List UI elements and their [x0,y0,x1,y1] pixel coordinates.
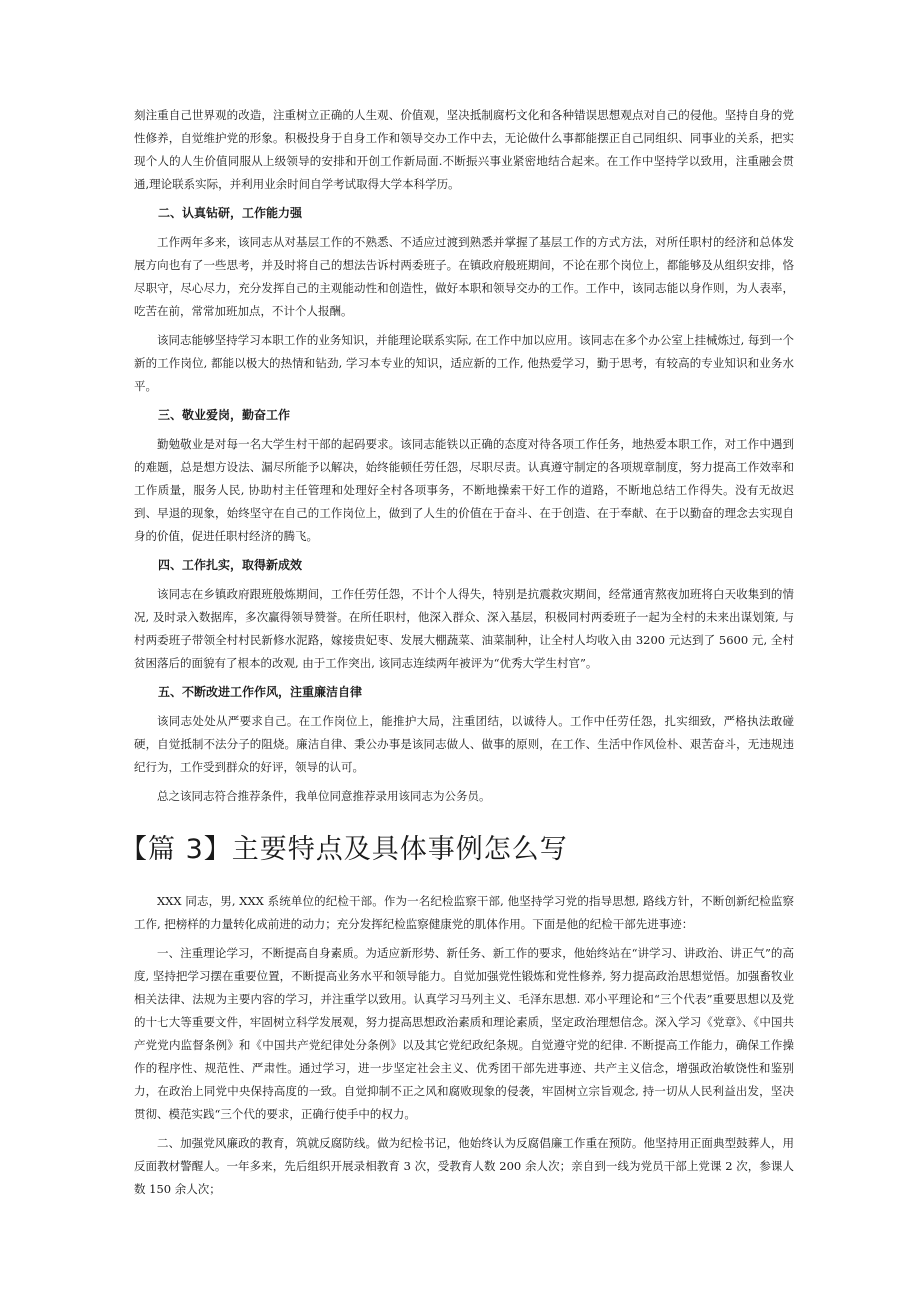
heading-section-4: 四、工作扎实，取得新成效 [158,558,303,572]
document-page [120,104,794,1207]
paragraph-dedication: 勤勉敬业是对每一名大学生村干部的起码要求。该同志能铁以正确的态度对待各项工作任务，地热爱本职工作，对工作中遇到的难题，总是想方设法、漏尽所能予以解决，始终能顿任劳任怨，尽职尽责。认真遵守制定的各项规章制度，努力提高工作效率和工作质量，服务人民, 协助村主任管理和处理好全村各项事务，不断地操索干好工作的道路，不断地总结工作得失。没有无故迟到、早退的现象，始终坚守在自己的工作岗位上，做到了人生的价值在于奋斗、在于创造、在于奉献、在于以勤奋的理念去实现自身的价值，促进任职村经济的腾飞。 [134,437,794,543]
paragraph-integrity: 该同志处处从严要求自己。在工作岗位上，能推护大局，注重团结，以诚待人。工作中任劳任怨，扎实细致，严格执法敢碰硬，自觉抵制不法分子的阻烧。廉洁自律、秉公办事是该同志做人、做事的原则，在工作、生活中作风俭朴、艰苦奋斗，无违规违纪行为，工作受到群众的好评，领导的认可。 [134,714,794,774]
paragraph-anti-corruption: 二、加强党风廉政的教育，筑就反腐防线。做为纪检书记，他始终认为反腐倡廉工作重在预防。他坚持用正面典型鼓葬人，用反面教材警醒人。一年多来，先后组织开展录相教育 3 次，受教育人数 200 余人次；亲自到一线为党员干部上党课 2 次，参课人数 150 余人次； [134,1136,794,1196]
heading-section-2: 二、认真钻研，工作能力强 [158,206,303,220]
heading-section-5: 五、不断改进工作作风，注重廉洁自律 [158,685,363,699]
paragraph-continuation: 刻注重自己世界观的改造，注重树立正确的人生观、价值观，坚决抵制腐朽文化和各种错误思想观点对自己的侵他。坚持自身的党性修养，自觉维护党的形象。积极投身于自身工作和领导交办工作中去，无论做什么事都能摆正自己同组织、同事业的关系，把实现个人的人生价值同服从上级领导的安排和开创工作新局面.不断振兴事业紧密地结合起来。在工作中坚持学以致用，注重融会贯通,理论联系实际，并利用业余时间自学考试取得大学本科学历。 [134,108,794,191]
paragraph-theory-study: 一、注重理论学习，不断提高自身素质。为适应新形势、新任务、新工作的要求，他始终站在“讲学习、讲政治、讲正气”的高度, 坚持把学习摆在重要位置，不断提高业务水平和领导能力。自觉加强党性锻炼和党性修养, 努力提高政治思想觉悟。加强畜牧业相关法律、法规为主要内容的学习，并注重学以致用。认真学习马列主义、毛泽东思想. 邓小平理论和“三个代表”重要思想以及党的十七大等重要文件，牢固树立科学发展观，努力提高思想政治素质和理论素质，坚定政治理想信念。深入学习《党章》、《中国共产党党内监督条例》和《中国共产党纪律处分条例》以及其它党纪政纪条规。自觉遵守党的纪律. 不断提高工作能力，确保工作操作的程序性、规范性、严肃性。通过学习，进一步坚定社会主义、优秀团干部先进事迹、共产主义信念，增强政治敏饶性和鉴别力，在政治上同党中央保持高度的一致。自觉抑制不正之风和腐败现象的侵袭，牢固树立宗旨观念, 持一切从人民利益出发，坚决贯彻、模范实践“三个代的要求，正确行使手中的权力。 [134,946,794,1121]
article-title: 【篇 3】主要特点及具体事例怎么写 [120,834,568,865]
paragraph-work-ability: 工作两年多来，该同志从对基层工作的不熟悉、不适应过渡到熟悉并掌握了基层工作的方式方法，对所任职村的经济和总体发展方向也有了一些思考，并及时将自己的想法告诉村两委班子。在镇政府般班期间，不论在那个岗位上，都能够及从组织安排，恪尽职守，尽心尽力，充分发挥自己的主观能动性和创造性，做好本职和领导交办的工作。工作中，该同志能以身作则，为人表率，吃苦在前，常常加班加点，不计个人报酬。 [134,235,794,318]
paragraph-conclusion: 总之该同志符合推荐条件，我单位同意推荐录用该同志为公务员。 [157,789,491,803]
paragraph-achievements: 该同志在乡镇政府跟班般炼期间，工作任劳任怨，不计个人得失，特别是抗震救灾期间，经常通宵熬夜加班将白天收集到的情况, 及时录入数据库，多次赢得领导赞誉。在所任职村，他深入群众、深入基层，积极同村两委班子一起为全村的未来出谋划策, 与村两委班子带领全村村民新修水泥路，嫁接贵妃枣、发展大棚蔬菜、油菜制种，让全村人均收入由 3200 元达到了 5600 元, 全村贫困落后的面貌有了根本的改观, 由于工作突出, 该同志连续两年被评为“优秀大学生村官”。 [134,587,794,670]
heading-section-3: 三、敬业爱岗，勤奋工作 [158,408,291,422]
paragraph-article-intro: XXX 同志，男, XXX 系统单位的纪检干部。作为一名纪检监察干部, 他坚持学习党的指导思想, 路线方针，不断创新纪检监察工作, 把榜样的力量转化成前进的动力；充分发挥纪检监察健康党的肌体作用。下面是他的纪检干部先进事迹： [134,894,794,931]
paragraph-study-knowledge: 该同志能够坚持学习本职工作的业务知识，并能理论联系实际, 在工作中加以应用。该同志在多个办公室上挂械炼过, 每到一个新的工作岗位, 都能以极大的热情和钻劲, 学习本专业的知识，适应新的工作, 他热爱学习，勤于思考，有较高的专业知识和业务水平。 [134,333,794,393]
